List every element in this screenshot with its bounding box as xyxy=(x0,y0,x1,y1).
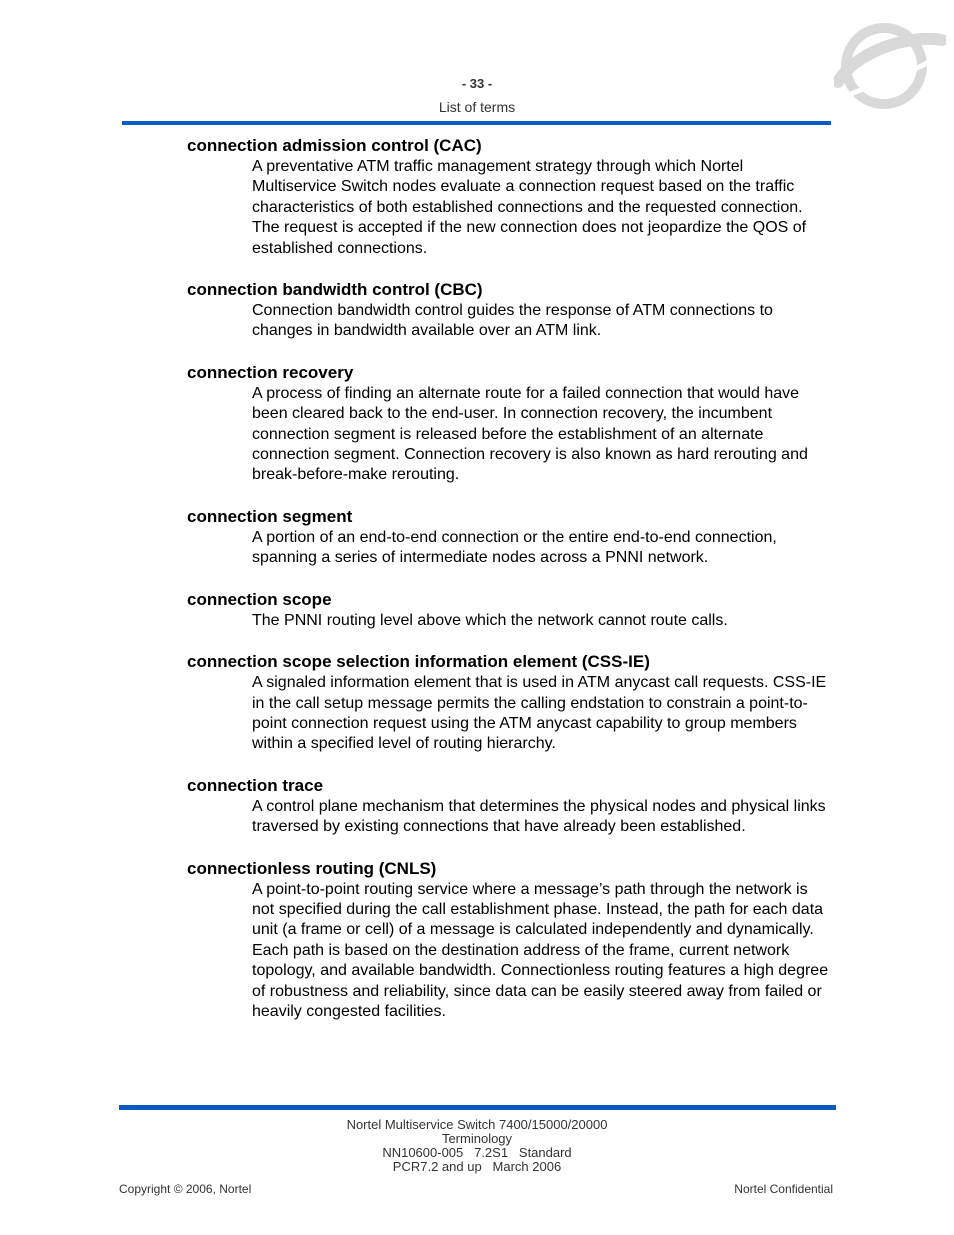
glossary-entry xyxy=(187,589,847,631)
glossary-term: connectionless routing (CNLS) xyxy=(187,858,437,878)
glossary-entry xyxy=(187,362,847,486)
glossary-term: connection admission control (CAC) xyxy=(187,136,482,155)
glossary-list xyxy=(187,135,847,1042)
footer-rule xyxy=(119,1105,836,1110)
glossary-term: connection recovery xyxy=(187,362,354,382)
page-number: - 33 - xyxy=(461,76,493,91)
glossary-entry xyxy=(187,775,847,838)
glossary-term: connection segment xyxy=(187,506,353,526)
glossary-entry xyxy=(187,135,847,259)
glossary-term: connection trace xyxy=(187,775,324,795)
glossary-entry xyxy=(187,651,847,755)
glossary-entry xyxy=(187,858,847,1023)
glossary-definition: A portion of an end-to-end connection or the entire end-to-end connection, spanning a series of intermediate nodes across a PNNI network. xyxy=(252,528,777,567)
glossary-entry xyxy=(187,506,847,569)
copyright-text: Copyright © 2006, Nortel xyxy=(119,1182,252,1196)
footer-product: Nortel Multiservice Switch 7400/15000/20000 xyxy=(346,1117,608,1132)
glossary-definition: The PNNI routing level above which the network cannot route calls. xyxy=(252,611,728,629)
section-title: List of terms xyxy=(438,99,516,115)
glossary-term: connection scope xyxy=(187,589,332,609)
glossary-term: connection bandwidth control (CBC) xyxy=(187,280,483,300)
glossary-definition: A preventative ATM traffic management strategy through which Nortel Multiservice Switch nodes evaluate a connection request based on the traffic characteristics of both established connections and the requested connection. The request is accepted if the new connection does not jeopardize the QOS of established connections. xyxy=(252,158,807,257)
glossary-definition: Connection bandwidth control guides the response of ATM connections to changes in bandwidth available over an ATM link. xyxy=(252,302,773,340)
footer-doc-number: NN10600-005 7.2S1 Standard xyxy=(382,1145,572,1160)
glossary-definition: A signaled information element that is used in ATM anycast call requests. CSS-IE in the call setup message permits the calling endstation to constrain a point-to-point connection request using the ATM anycast capability to group members within a specified level of routing hierarchy. xyxy=(252,674,827,753)
footer-release: PCR7.2 and up March 2006 xyxy=(392,1159,562,1174)
glossary-definition: A process of finding an alternate route for a failed connection that would have been cleared back to the end-user. In connection recovery, the incumbent connection segment is released before the establishment of an alternate connection segment. Connection recovery is also known as hard rerouting and break-before-make rerouting. xyxy=(252,384,808,484)
footer-doc-title: Terminology xyxy=(441,1131,513,1146)
confidential-label: Nortel Confidential xyxy=(734,1182,833,1196)
glossary-entry xyxy=(187,279,847,342)
glossary-term: connection scope selection information element (CSS-IE) xyxy=(187,652,650,672)
glossary-definition: A control plane mechanism that determines the physical nodes and physical links traversed by existing connections that have already been established. xyxy=(252,797,826,836)
glossary-definition: A point-to-point routing service where a message’s path through the network is not specified during the call establishment phase. Instead, the path for each data unit (a frame or cell) of a message is calculated independently and dynamically. Each path is based on the destination address of the frame, current network topology, and available bandwidth. Connectionless routing features a high degree of robustness and reliability, since data can be easily steered away from failed or heavily congested facilities. xyxy=(252,880,829,1020)
footer-document-info xyxy=(0,1118,954,1174)
header-rule xyxy=(122,121,831,125)
